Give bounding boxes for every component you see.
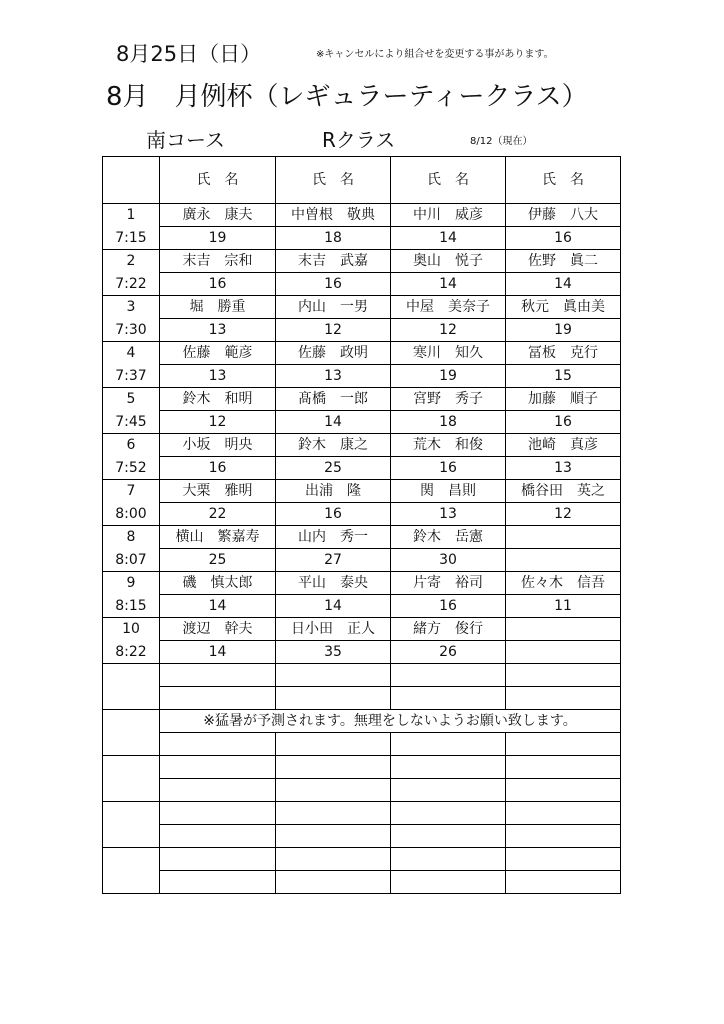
player-name-row xyxy=(103,388,621,411)
tee-time: 8:22 xyxy=(103,641,160,664)
empty-row xyxy=(103,756,621,779)
player-name: 髙橋 一郎 xyxy=(276,388,391,411)
player-handicap: 16 xyxy=(506,411,621,434)
player-name: 鈴木 和明 xyxy=(160,388,276,411)
player-handicap: 13 xyxy=(391,503,506,526)
tee-time: 7:22 xyxy=(103,273,160,296)
empty-cell xyxy=(160,848,276,871)
player-name: 鈴木 康之 xyxy=(276,434,391,457)
tee-time: 7:45 xyxy=(103,411,160,434)
tee-time: 8:07 xyxy=(103,549,160,572)
empty-cell xyxy=(506,687,621,710)
player-name: 佐藤 政明 xyxy=(276,342,391,365)
player-score-row xyxy=(103,411,621,434)
class-name: Rクラス xyxy=(322,128,396,152)
empty-row xyxy=(103,664,621,687)
player-score-row xyxy=(103,227,621,250)
player-name: 荒木 和俊 xyxy=(391,434,506,457)
empty-cell xyxy=(506,733,621,756)
player-handicap: 25 xyxy=(160,549,276,572)
player-handicap: 12 xyxy=(276,319,391,342)
player-score-row xyxy=(103,273,621,296)
player-name: 中屋 美奈子 xyxy=(391,296,506,319)
empty-cell xyxy=(391,779,506,802)
player-name xyxy=(506,526,621,549)
player-name: 宮野 秀子 xyxy=(391,388,506,411)
cancellation-note: ※キャンセルにより組合せを変更する事があります。 xyxy=(316,49,554,60)
empty-cell xyxy=(160,733,276,756)
empty-row xyxy=(103,802,621,825)
tee-time: 8:15 xyxy=(103,595,160,618)
group-number: 6 xyxy=(103,434,160,457)
player-score-row xyxy=(103,641,621,664)
player-name: 秋元 眞由美 xyxy=(506,296,621,319)
player-handicap: 12 xyxy=(391,319,506,342)
group-number: 5 xyxy=(103,388,160,411)
player-handicap: 16 xyxy=(160,457,276,480)
event-date: 8月25日（日） xyxy=(116,42,262,66)
player-score-row xyxy=(103,549,621,572)
empty-group-cell xyxy=(103,802,160,848)
empty-group-cell xyxy=(103,710,160,756)
empty-group-cell xyxy=(103,756,160,802)
player-name: 加藤 順子 xyxy=(506,388,621,411)
empty-row xyxy=(103,710,621,733)
empty-cell xyxy=(391,687,506,710)
player-handicap: 18 xyxy=(391,411,506,434)
empty-cell xyxy=(276,848,391,871)
player-name: 末吉 宗和 xyxy=(160,250,276,273)
empty-group-cell xyxy=(103,664,160,710)
player-score-row xyxy=(103,319,621,342)
corner-cell xyxy=(103,157,160,204)
empty-row xyxy=(103,687,621,710)
group-number: 10 xyxy=(103,618,160,641)
pairing-table xyxy=(102,156,621,894)
tee-time: 7:30 xyxy=(103,319,160,342)
empty-cell xyxy=(391,802,506,825)
player-handicap: 13 xyxy=(160,319,276,342)
group-number: 1 xyxy=(103,204,160,227)
group-number: 3 xyxy=(103,296,160,319)
player-name: 緒方 俊行 xyxy=(391,618,506,641)
column-header-name: 氏 名 xyxy=(391,157,506,204)
player-name: 寒川 知久 xyxy=(391,342,506,365)
player-name: 伊藤 八大 xyxy=(506,204,621,227)
player-name: 末吉 武嘉 xyxy=(276,250,391,273)
player-handicap: 15 xyxy=(506,365,621,388)
player-handicap: 14 xyxy=(160,595,276,618)
player-name: 小坂 明央 xyxy=(160,434,276,457)
empty-cell xyxy=(160,871,276,894)
player-name: 日小田 正人 xyxy=(276,618,391,641)
empty-cell xyxy=(276,664,391,687)
player-handicap: 16 xyxy=(276,503,391,526)
player-handicap: 14 xyxy=(391,227,506,250)
player-name: 片寄 裕司 xyxy=(391,572,506,595)
player-name-row xyxy=(103,572,621,595)
player-name-row xyxy=(103,342,621,365)
player-name: 佐藤 範彦 xyxy=(160,342,276,365)
player-name: 中川 威彦 xyxy=(391,204,506,227)
player-name-row xyxy=(103,618,621,641)
player-handicap: 14 xyxy=(160,641,276,664)
empty-cell xyxy=(276,871,391,894)
player-handicap: 13 xyxy=(276,365,391,388)
empty-cell xyxy=(391,664,506,687)
player-name: 橋谷田 英之 xyxy=(506,480,621,503)
player-score-row xyxy=(103,595,621,618)
course-name: 南コース xyxy=(146,128,225,152)
empty-cell xyxy=(391,848,506,871)
empty-row xyxy=(103,733,621,756)
player-name xyxy=(506,618,621,641)
group-number: 7 xyxy=(103,480,160,503)
player-score-row xyxy=(103,457,621,480)
player-name: 堀 勝重 xyxy=(160,296,276,319)
player-handicap: 19 xyxy=(391,365,506,388)
player-name: 鈴木 岳憲 xyxy=(391,526,506,549)
empty-cell xyxy=(160,687,276,710)
empty-cell xyxy=(276,779,391,802)
player-handicap: 30 xyxy=(391,549,506,572)
player-score-row xyxy=(103,365,621,388)
player-name: 廣永 康夫 xyxy=(160,204,276,227)
player-name: 佐々木 信吾 xyxy=(506,572,621,595)
player-name-row xyxy=(103,250,621,273)
player-name: 磯 慎太郎 xyxy=(160,572,276,595)
column-header-name: 氏 名 xyxy=(276,157,391,204)
tee-time: 7:37 xyxy=(103,365,160,388)
empty-cell xyxy=(276,825,391,848)
player-handicap: 19 xyxy=(160,227,276,250)
player-name-row xyxy=(103,204,621,227)
player-handicap: 18 xyxy=(276,227,391,250)
empty-cell xyxy=(160,779,276,802)
player-name: 池崎 真彦 xyxy=(506,434,621,457)
empty-cell xyxy=(506,871,621,894)
player-name: 出浦 隆 xyxy=(276,480,391,503)
player-handicap: 11 xyxy=(506,595,621,618)
empty-cell xyxy=(506,802,621,825)
player-handicap: 26 xyxy=(391,641,506,664)
player-name-row xyxy=(103,296,621,319)
empty-cell xyxy=(276,687,391,710)
header-row xyxy=(103,157,621,204)
page-title: 8月 月例杯（レギュラーティークラス） xyxy=(106,82,588,112)
empty-cell xyxy=(391,825,506,848)
column-header-name: 氏 名 xyxy=(160,157,276,204)
player-handicap xyxy=(506,549,621,572)
player-name: 内山 一男 xyxy=(276,296,391,319)
empty-cell xyxy=(160,756,276,779)
empty-cell xyxy=(506,756,621,779)
empty-cell xyxy=(391,733,506,756)
tee-time: 7:15 xyxy=(103,227,160,250)
empty-cell xyxy=(160,802,276,825)
player-name: 横山 繁嘉寿 xyxy=(160,526,276,549)
player-handicap: 13 xyxy=(506,457,621,480)
tee-time: 7:52 xyxy=(103,457,160,480)
player-handicap: 22 xyxy=(160,503,276,526)
empty-group-cell xyxy=(103,848,160,894)
player-handicap: 16 xyxy=(276,273,391,296)
player-handicap: 12 xyxy=(506,503,621,526)
group-number: 4 xyxy=(103,342,160,365)
empty-row xyxy=(103,779,621,802)
empty-cell xyxy=(506,664,621,687)
player-name: 渡辺 幹夫 xyxy=(160,618,276,641)
player-handicap: 16 xyxy=(391,457,506,480)
player-name: 奥山 悦子 xyxy=(391,250,506,273)
player-handicap: 16 xyxy=(506,227,621,250)
group-number: 9 xyxy=(103,572,160,595)
empty-cell xyxy=(276,756,391,779)
player-handicap: 13 xyxy=(160,365,276,388)
player-handicap: 25 xyxy=(276,457,391,480)
player-name: 山内 秀一 xyxy=(276,526,391,549)
empty-row xyxy=(103,825,621,848)
player-handicap: 14 xyxy=(276,595,391,618)
player-handicap: 27 xyxy=(276,549,391,572)
empty-cell xyxy=(160,664,276,687)
player-handicap: 16 xyxy=(160,273,276,296)
player-name: 大栗 雅明 xyxy=(160,480,276,503)
empty-cell xyxy=(276,733,391,756)
empty-cell xyxy=(391,871,506,894)
tee-time: 8:00 xyxy=(103,503,160,526)
player-name: 佐野 眞二 xyxy=(506,250,621,273)
column-header-name: 氏 名 xyxy=(506,157,621,204)
empty-cell xyxy=(506,825,621,848)
player-name: 中曽根 敬典 xyxy=(276,204,391,227)
player-name: 平山 泰央 xyxy=(276,572,391,595)
player-name: 関 昌則 xyxy=(391,480,506,503)
as-of-date: 8/12（現在） xyxy=(470,136,533,147)
empty-row xyxy=(103,871,621,894)
player-name-row xyxy=(103,434,621,457)
empty-cell xyxy=(276,802,391,825)
player-handicap: 35 xyxy=(276,641,391,664)
empty-cell xyxy=(506,779,621,802)
player-handicap: 14 xyxy=(506,273,621,296)
player-handicap: 12 xyxy=(160,411,276,434)
player-name-row xyxy=(103,526,621,549)
player-handicap: 19 xyxy=(506,319,621,342)
player-handicap: 16 xyxy=(391,595,506,618)
player-score-row xyxy=(103,503,621,526)
player-name-row xyxy=(103,480,621,503)
player-handicap: 14 xyxy=(276,411,391,434)
empty-cell xyxy=(506,848,621,871)
player-name: 冨板 克行 xyxy=(506,342,621,365)
player-handicap xyxy=(506,641,621,664)
group-number: 2 xyxy=(103,250,160,273)
empty-row xyxy=(103,848,621,871)
group-number: 8 xyxy=(103,526,160,549)
player-handicap: 14 xyxy=(391,273,506,296)
empty-cell xyxy=(391,756,506,779)
heat-notice: ※猛暑が予測されます。無理をしないようお願い致します。 xyxy=(160,710,621,733)
empty-cell xyxy=(160,825,276,848)
